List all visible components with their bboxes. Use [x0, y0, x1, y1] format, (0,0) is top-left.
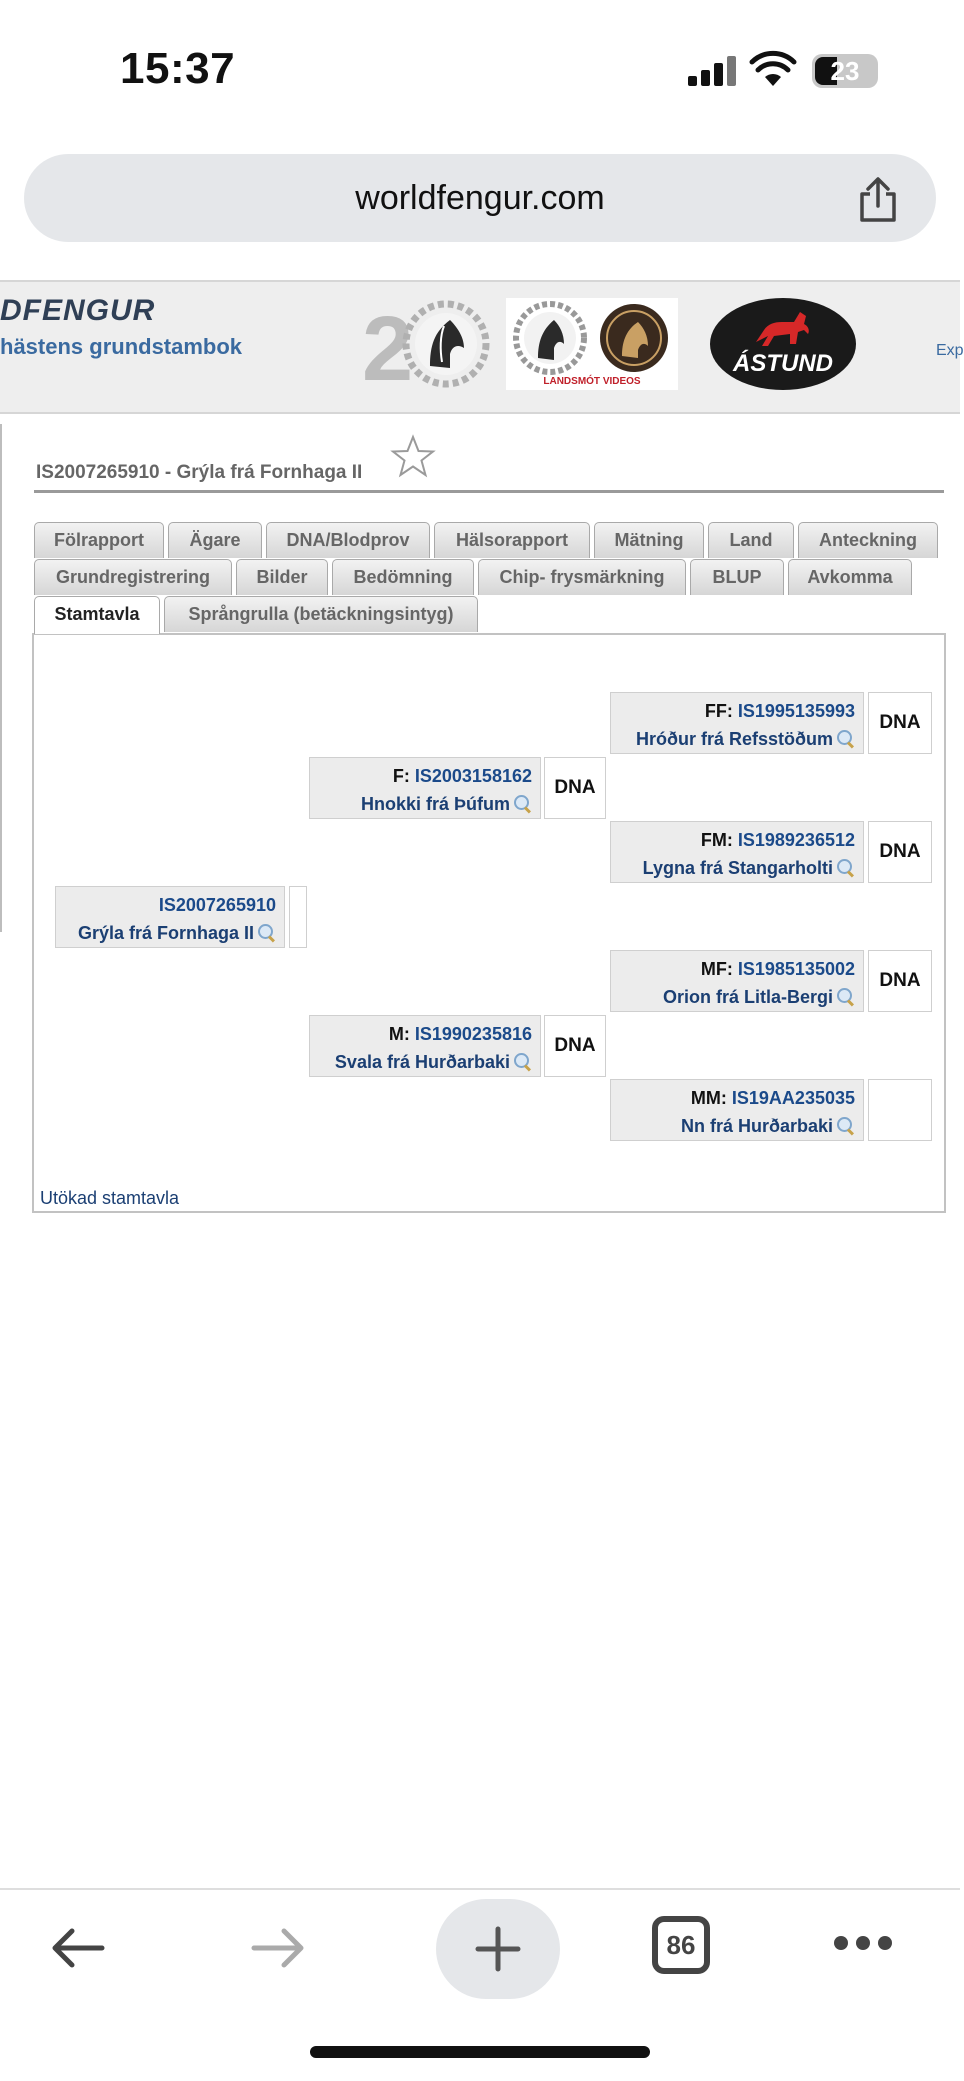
tab-folrapport[interactable]: Fölrapport	[34, 522, 164, 558]
magnifier-icon[interactable]	[258, 924, 276, 942]
tabs-overview-button[interactable]: 86	[652, 1916, 710, 1974]
home-indicator	[310, 2046, 650, 2058]
share-icon[interactable]	[854, 176, 902, 224]
subject-name-link[interactable]: Grýla frá Fornhaga II	[77, 923, 254, 943]
battery-level: 23	[830, 56, 860, 86]
sire-name-link[interactable]: Hnokki frá Þúfum	[360, 794, 510, 814]
cellular-signal-icon	[688, 56, 738, 86]
tab-agare[interactable]: Ägare	[168, 522, 262, 558]
title-divider	[34, 490, 944, 493]
tab-stamtavla[interactable]: Stamtavla	[34, 596, 160, 634]
tab-land[interactable]: Land	[708, 522, 794, 558]
magnifier-icon[interactable]	[837, 988, 855, 1006]
exp-link[interactable]: Exp	[936, 342, 964, 359]
more-menu-icon[interactable]	[834, 1932, 894, 1956]
subject-reg-link[interactable]: IS2007265910	[158, 895, 276, 915]
mf-name-link[interactable]: Orion frá Litla-Bergi	[662, 987, 833, 1007]
sidebar-edge	[0, 424, 2, 932]
ff-label: FF:	[704, 701, 733, 721]
ff-name-link[interactable]: Hróður frá Refsstöðum	[635, 729, 833, 749]
dam-dna-badge[interactable]: DNA	[544, 1015, 606, 1077]
ff-dna-badge[interactable]: DNA	[868, 692, 932, 754]
mm-dna-cell	[868, 1079, 932, 1141]
pedigree-mm	[610, 1079, 864, 1141]
fm-reg-link[interactable]: IS1989236512	[737, 830, 855, 850]
tab-dna-blodprov[interactable]: DNA/Blodprov	[266, 522, 430, 558]
astund-logo[interactable]	[710, 298, 856, 390]
landsmot-videos-text: LANDSMÓT VIDEOS	[543, 376, 641, 387]
magnifier-icon[interactable]	[514, 795, 532, 813]
ff-reg-link[interactable]: IS1995135993	[737, 701, 855, 721]
pedigree-mf	[610, 950, 864, 1012]
svg-text:2: 2	[362, 298, 414, 400]
anniversary-20-logo	[360, 296, 490, 400]
tab-matning[interactable]: Mätning	[594, 522, 704, 558]
tab-bedomning[interactable]: Bedömning	[332, 559, 474, 595]
magnifier-icon[interactable]	[837, 730, 855, 748]
pedigree-sire	[309, 757, 541, 819]
battery-icon	[812, 54, 878, 88]
dam-name-link[interactable]: Svala frá Hurðarbaki	[334, 1052, 510, 1072]
plus-icon	[474, 1925, 522, 1973]
brand-title[interactable]: DFENGUR	[0, 294, 156, 327]
tab-anteckning[interactable]: Anteckning	[798, 522, 938, 558]
status-time: 15:37	[120, 44, 236, 93]
fm-dna-badge[interactable]: DNA	[868, 821, 932, 883]
astund-text: ÁSTUND	[733, 350, 833, 377]
new-tab-button[interactable]	[436, 1899, 560, 1999]
pedigree-fm	[610, 821, 864, 883]
back-arrow-icon[interactable]	[48, 1918, 108, 1978]
battery-cap	[874, 64, 878, 78]
mm-label: MM:	[690, 1088, 727, 1108]
mm-name-link[interactable]: Nn frá Hurðarbaki	[680, 1116, 833, 1136]
dam-reg-link[interactable]: IS1990235816	[414, 1024, 532, 1044]
tab-avkomma[interactable]: Avkomma	[788, 559, 912, 595]
tab-grundregistrering[interactable]: Grundregistrering	[34, 559, 232, 595]
pedigree-ff	[610, 692, 864, 754]
fm-label: FM:	[700, 830, 733, 850]
wifi-icon	[750, 52, 796, 88]
magnifier-icon[interactable]	[837, 859, 855, 877]
magnifier-icon[interactable]	[837, 1117, 855, 1135]
expanded-pedigree-link[interactable]: Utökad stamtavla	[40, 1188, 180, 1208]
pedigree-subject	[55, 886, 285, 948]
toolbar-divider	[0, 1888, 960, 1890]
horse-title: IS2007265910 - Grýla frá Fornhaga II	[36, 462, 363, 483]
tab-halsorapport[interactable]: Hälsorapport	[434, 522, 590, 558]
sire-label: F:	[392, 766, 410, 786]
fm-name-link[interactable]: Lygna frá Stangarholti	[642, 858, 833, 878]
dam-label: M:	[388, 1024, 410, 1044]
landsmot-videos-logo[interactable]	[506, 298, 678, 390]
tab-sprangrulla[interactable]: Språngrulla (betäckningsintyg)	[164, 596, 478, 632]
brand-subtitle: hästens grundstambok	[0, 334, 243, 359]
sire-reg-link[interactable]: IS2003158162	[414, 766, 532, 786]
mf-reg-link[interactable]: IS1985135002	[737, 959, 855, 979]
tab-chip-frysmarkning[interactable]: Chip- frysmärkning	[478, 559, 686, 595]
mm-reg-link[interactable]: IS19AA235035	[731, 1088, 855, 1108]
url-text[interactable]: worldfengur.com	[355, 179, 605, 217]
tab-bilder[interactable]: Bilder	[236, 559, 328, 595]
pedigree-dam	[309, 1015, 541, 1077]
sire-dna-badge[interactable]: DNA	[544, 757, 606, 819]
address-bar[interactable]	[24, 154, 936, 242]
mf-dna-badge[interactable]: DNA	[868, 950, 932, 1012]
tab-blup[interactable]: BLUP	[690, 559, 784, 595]
magnifier-icon[interactable]	[514, 1053, 532, 1071]
favorite-star-icon[interactable]	[390, 434, 436, 480]
forward-arrow-icon[interactable]	[248, 1918, 308, 1978]
subject-dna-cell	[289, 886, 307, 948]
mf-label: MF:	[700, 959, 733, 979]
